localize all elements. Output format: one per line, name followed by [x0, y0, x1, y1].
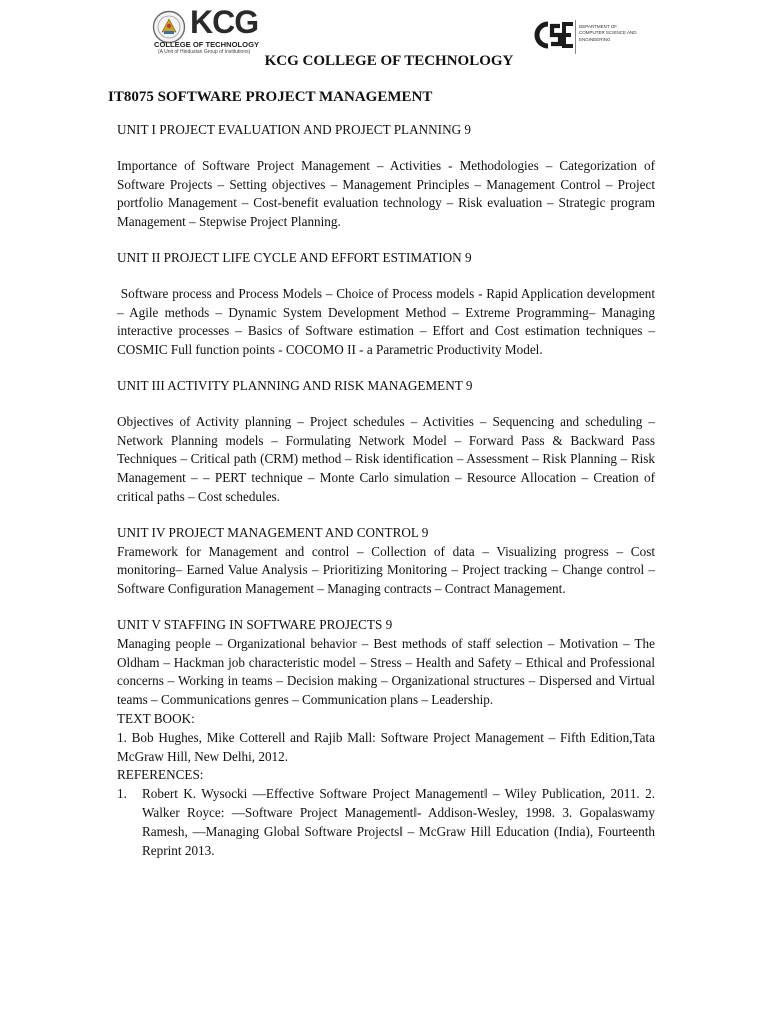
kcg-logo [152, 4, 270, 58]
reference-item [117, 785, 655, 860]
text-book-label: TEXT BOOK: [117, 710, 195, 726]
cse-department-text: DEPARTMENT OF COMPUTER SCIENCE AND ENGINEERING [579, 24, 637, 42]
unit-5-heading: UNIT V STAFFING IN SOFTWARE PROJECTS 9 [117, 616, 393, 632]
unit-2-body: Software process and Process Models – Choice of Process models - Rapid Application development – Agile methods – Dynamic System Development Method – Extreme Programming– Managing interactive processes – Basics of Software estimation – Effort and Cost estimation techniques – COSMIC Full function points - COCOMO II - a Parametric Productivity Model. [117, 285, 659, 358]
unit-4-body: Framework for Management and control – Collection of data – Visualizing progress – Cost monitoring– Earned Value Analysis – Prioritizing Monitoring – Project tracking – Change control – Software Configuration Management – Managing contracts – Contract Management. [117, 543, 655, 597]
cse-department-logo [534, 18, 637, 58]
syllabus-content [117, 121, 659, 860]
unit-5-body: Managing people – Organizational behavior – Best methods of staff selection – Motivation – The Oldham – Hackman job characteristic model – Stress – Health and Safety – Ethical and Professional concerns – Working in teams – Decision making – Organizational structures – Dispersed and Virtual teams – Communications genres – Communication plans – Leadership. [117, 635, 655, 708]
reference-text: Robert K. Wysocki ―Effective Software Project Management‖ – Wiley Publication, 2011. 2. Walker Royce: ―Software Project Management‖- Addison-Wesley, 1998. 3. Gopalaswamy Ramesh, ―Managing Global Software Projects‖ – McGraw Hill Education (India), Fourteenth Reprint 2013. [142, 786, 655, 858]
kcg-brand-text: KCG [190, 4, 259, 40]
unit-3-heading: UNIT III ACTIVITY PLANNING AND RISK MANAGEMENT 9 [117, 377, 473, 393]
reference-number: 1. [117, 786, 127, 802]
unit-2-heading: UNIT II PROJECT LIFE CYCLE AND EFFORT ESTIMATION 9 [117, 249, 472, 265]
unit-3-body: Objectives of Activity planning – Project schedules – Activities – Sequencing and scheduling – Network Planning models – Formulating Network Model – Forward Pass & Backward Pass Techniques – Critical path (CRM) method – Risk identification – Assessment – Risk Planning – Risk Management – – PERT technique – Monte Carlo simulation – Resource Allocation – Creation of critical paths – Cost schedules. [117, 413, 655, 504]
kcg-subtitle-text: COLLEGE OF TECHNOLOGY [154, 40, 260, 49]
course-title: IT8075 SOFTWARE PROJECT MANAGEMENT [108, 89, 433, 105]
unit-1-body: Importance of Software Project Management – Activities - Methodologies – Categorization of Software Projects – Setting objectives – Management Principles – Management Control – Project portfolio Management – Cost-benefit evaluation technology – Risk evaluation – Strategic program Management – Stepwise Project Planning. [117, 157, 655, 230]
unit-1-heading: UNIT I PROJECT EVALUATION AND PROJECT PLANNING 9 [117, 122, 472, 137]
kcg-seal-icon [152, 10, 186, 44]
kcg-tagline-text: (A Unit of Hindustan Group of Institutions) [158, 49, 251, 55]
college-title: KCG COLLEGE OF TECHNOLOGY [264, 53, 514, 69]
references-label: REFERENCES: [117, 767, 204, 783]
references-list [117, 785, 655, 860]
cse-logo-divider [575, 20, 576, 54]
unit-4-heading: UNIT IV PROJECT MANAGEMENT AND CONTROL 9 [117, 524, 429, 540]
cse-logo-icon [534, 18, 574, 56]
text-book-item: 1. Bob Hughes, Mike Cotterell and Rajib Mall: Software Project Management – Fifth Edition,Tata McGraw Hill, New Delhi, 2012. [117, 729, 655, 764]
